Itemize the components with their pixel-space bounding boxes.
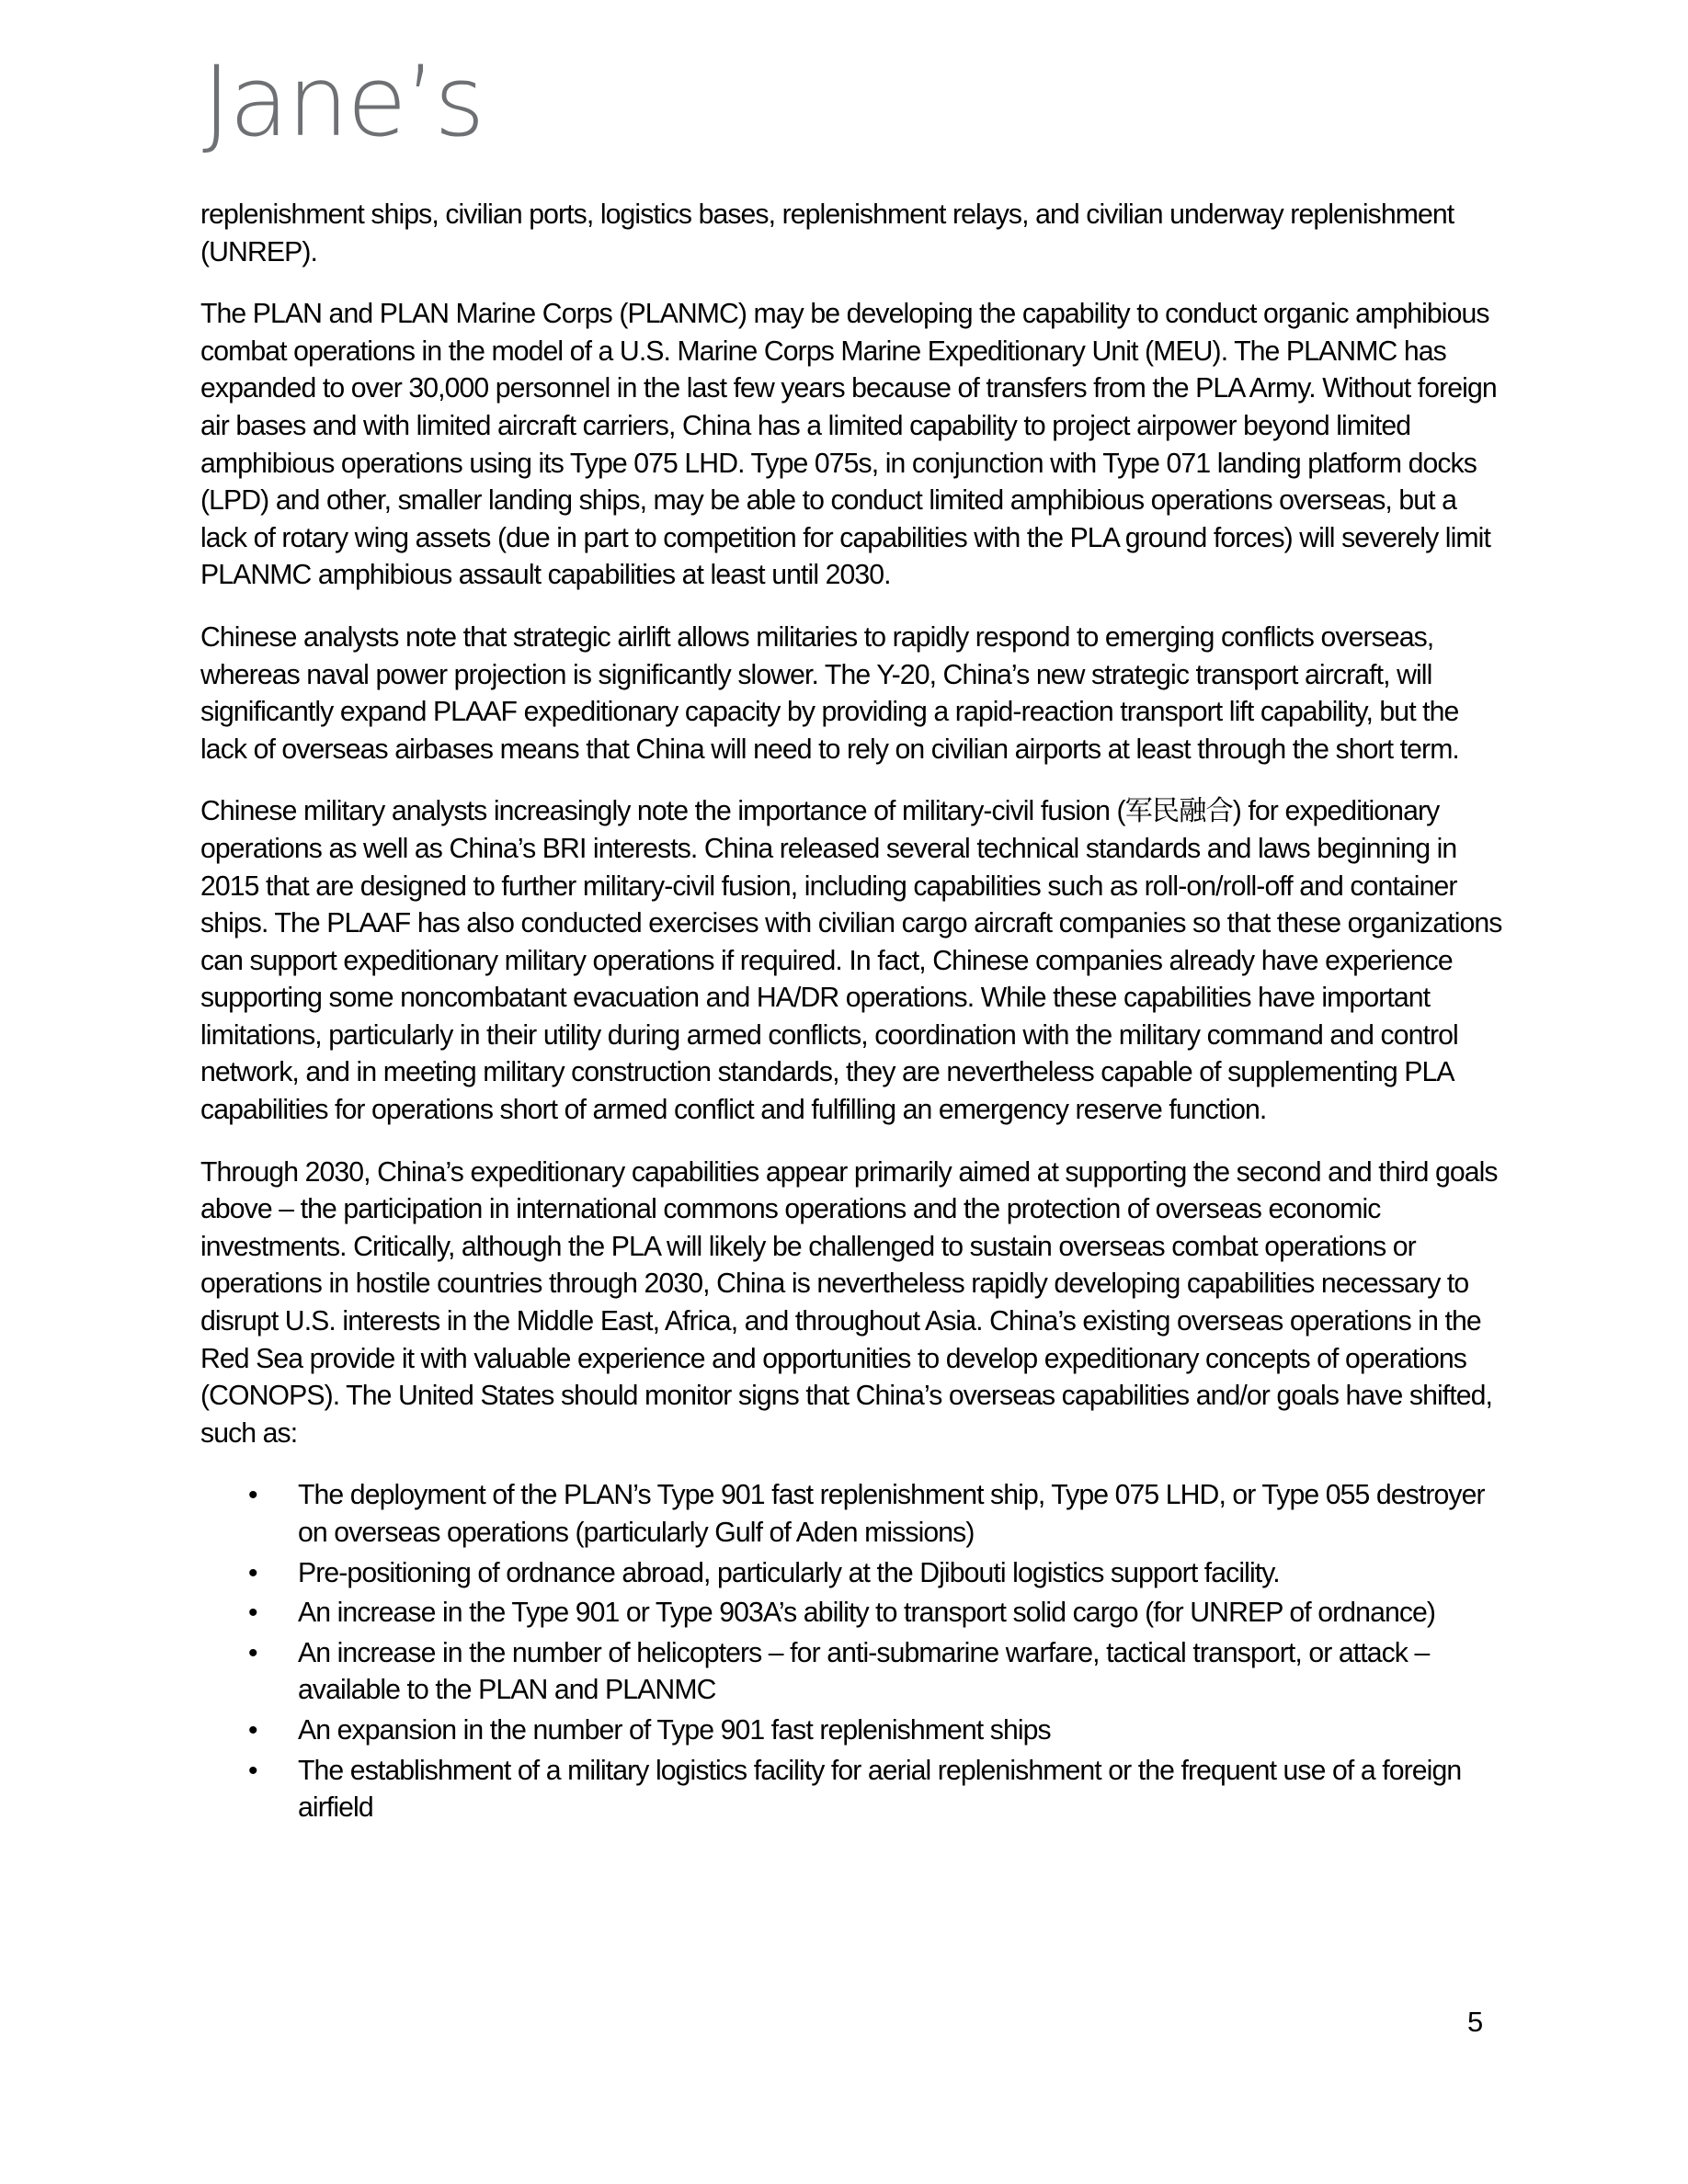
bullet-icon: • [248,1480,257,1511]
bullet-icon: • [248,1557,257,1588]
bullet-text: An expansion in the number of Type 901 fast replenishment ships [298,1714,1051,1746]
bullet-icon: • [248,1598,257,1629]
bullet-text: An increase in the number of helicopters – for anti-submarine warfare, tactical transport, or attack – available to the PLAN and PLANMC [298,1637,1430,1706]
bullet-icon: • [248,1755,257,1786]
bullet-item [200,1595,1506,1632]
bullet-icon: • [248,1637,257,1668]
paragraph-5: Through 2030, China’s expeditionary capabilities appear primarily aimed at supporting the second and third goals above – the participation in international commons operations and the protection of overseas economic investments. Critically, although the PLA will likely be challenged to sustain overseas combat operations or operations in hostile countries through 2030, China is nevertheless rapidly developing capabilities necessary to disrupt U.S. interests in the Middle East, Africa, and throughout Asia. China’s existing overseas operations in the Red Sea provide it with valuable experience and opportunities to develop expeditionary concepts of operations (CONOPS). The United States should monitor signs that China’s overseas capabilities and/or goals have shifted, such as: [200,1156,1498,1449]
paragraph-3: Chinese analysts note that strategic airlift allows militaries to rapidly respond to emerging conflicts overseas, whereas naval power projection is significantly slower. The Y-20, China’s new strategic transport aircraft, will significantly expand PLAAF expeditionary capacity by providing a rapid-reaction transport lift capability, but the lack of overseas airbases means that China will need to rely on civilian airports at least through the short term. [200,621,1459,765]
bullet-item [200,1753,1506,1827]
bullet-item [200,1712,1506,1750]
janes-logo: Jane’s [202,45,484,158]
bullet-text: The establishment of a military logistics facility for aerial replenishment or the frequent use of a foreign airfield [298,1755,1462,1824]
paragraph-4: Chinese military analysts increasingly note the importance of military-civil fusion (军民融合) for expeditionary operations as well as China’s BRI interests. China released several technical standards and laws beginning in 2015 that are designed to further military-civil fusion, including capabilities such as roll-on/roll-off and container ships. The PLAAF has also conducted exercises with civilian cargo aircraft companies so that these organizations can support expeditionary military operations if required. In fact, Chinese companies already have experience supporting some noncombatant evacuation and HA/DR operations. While these capabilities have important limitations, particularly in their utility during armed conflicts, coordination with the military command and control network, and in meeting military construction standards, they are nevertheless capable of supplementing PLA capabilities for operations short of armed conflict and fulfilling an emergency reserve function. [200,796,1502,1126]
bullet-text: Pre-positioning of ordnance abroad, particularly at the Djibouti logistics support facility. [298,1557,1280,1588]
paragraph-1: replenishment ships, civilian ports, logistics bases, replenishment relays, and civilian underway replenishment (UNREP). [200,199,1454,267]
page-number: 5 [1467,2006,1484,2038]
bullet-item [200,1477,1506,1552]
signs-bullet-list [200,1477,1506,1826]
paragraph-2: The PLAN and PLAN Marine Corps (PLANMC) may be developing the capability to conduct organic amphibious combat operations in the model of a U.S. Marine Corps Marine Expeditionary Unit (MEU). The PLANMC has expanded to over 30,000 personnel in the last few years because of transfers from the PLA Army. Without foreign air bases and with limited aircraft carriers, China has a limited capability to project airpower beyond limited amphibious operations using its Type 075 LHD. Type 075s, in conjunction with Type 071 landing platform docks (LPD) and other, smaller landing ships, may be able to conduct limited amphibious operations overseas, but a lack of rotary wing assets (due in part to competition for capabilities with the PLA ground forces) will severely limit PLANMC amphibious assault capabilities at least until 2030. [200,299,1497,591]
bullet-text: An increase in the Type 901 or Type 903A’s ability to transport solid cargo (for UNREP of ordnance) [298,1598,1436,1629]
document-body [200,197,1506,1830]
bullet-item [200,1635,1506,1710]
bullet-item [200,1555,1506,1593]
bullet-text: The deployment of the PLAN’s Type 901 fast replenishment ship, Type 075 LHD, or Type 055 destroyer on overseas operations (particularly Gulf of Aden missions) [298,1480,1485,1548]
bullet-icon: • [248,1714,257,1746]
